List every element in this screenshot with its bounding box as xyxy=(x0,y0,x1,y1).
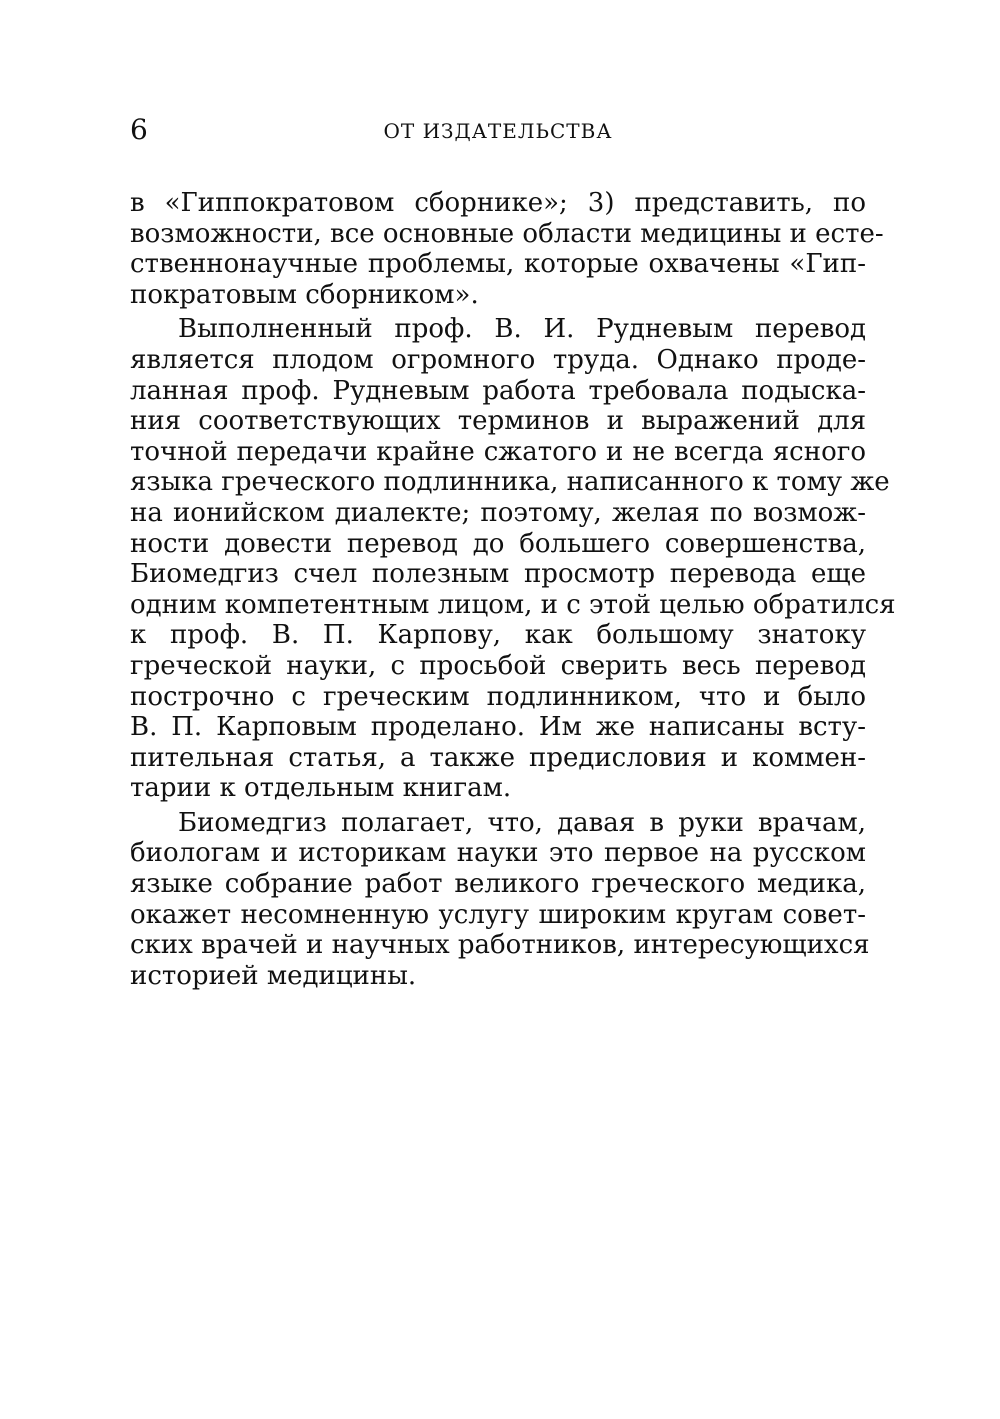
text-line: к проф. В. П. Карпову, как большому знатоку xyxy=(130,620,866,651)
text-line: на ионийском диалекте; поэтому, желая по возмож- xyxy=(130,497,866,528)
text-line: Биомедгиз полагает, что, давая в руки врачам, xyxy=(178,807,866,838)
text-line: В. П. Карповым проделано. Им же написаны всту- xyxy=(130,712,866,743)
text-line: языка греческого подлинника, написанного к тому же xyxy=(130,467,890,498)
running-header xyxy=(130,112,866,152)
text-line: языке собрание работ великого греческого медика, xyxy=(130,869,866,900)
text-line: тарии к отдельным книгам. xyxy=(130,773,512,804)
text-line: ности довести перевод до большего совершенства, xyxy=(130,528,866,559)
running-title: ОТ ИЗДАТЕЛЬСТВА xyxy=(383,119,613,143)
page-number: 6 xyxy=(130,113,148,146)
text-line: окажет несомненную услугу широким кругам совет- xyxy=(130,899,866,930)
text-line: является плодом огромного труда. Однако проде- xyxy=(130,344,866,375)
text-line: точной передачи крайне сжатого и не всегда ясного xyxy=(130,436,866,467)
body-text xyxy=(130,188,896,991)
text-line: греческой науки, с просьбой сверить весь перевод xyxy=(130,650,866,681)
text-line: пительная статья, а также предисловия и коммен- xyxy=(130,742,866,773)
text-line: в «Гиппократовом сборнике»; 3) представить, по xyxy=(130,188,866,218)
text-line: пократовым сборником». xyxy=(130,279,479,310)
text-line: построчно с греческим подлинником, что и было xyxy=(130,681,866,712)
text-line: одним компетентным лицом, и с этой целью обратился xyxy=(130,589,896,620)
text-line: ских врачей и научных работников, интересующихся xyxy=(130,930,870,961)
text-line: возможности, все основные области медицины и есте- xyxy=(130,218,884,249)
paragraph-3 xyxy=(130,807,870,992)
text-line: ланная проф. Рудневым работа требовала подыска- xyxy=(130,375,866,406)
text-line: ственнонаучные проблемы, которые охвачены «Гип- xyxy=(130,249,866,280)
text-line: ния соответствующих терминов и выражений для xyxy=(130,406,866,437)
text-line: Биомедгиз счел полезным просмотр перевода еще xyxy=(130,559,866,590)
paragraph-2 xyxy=(130,314,896,804)
paragraph-1 xyxy=(130,188,884,310)
text-line: Выполненный проф. В. И. Рудневым перевод xyxy=(178,314,866,345)
text-line: биологам и историкам науки это первое на русском xyxy=(130,838,866,869)
text-line: историей медицины. xyxy=(130,960,417,991)
